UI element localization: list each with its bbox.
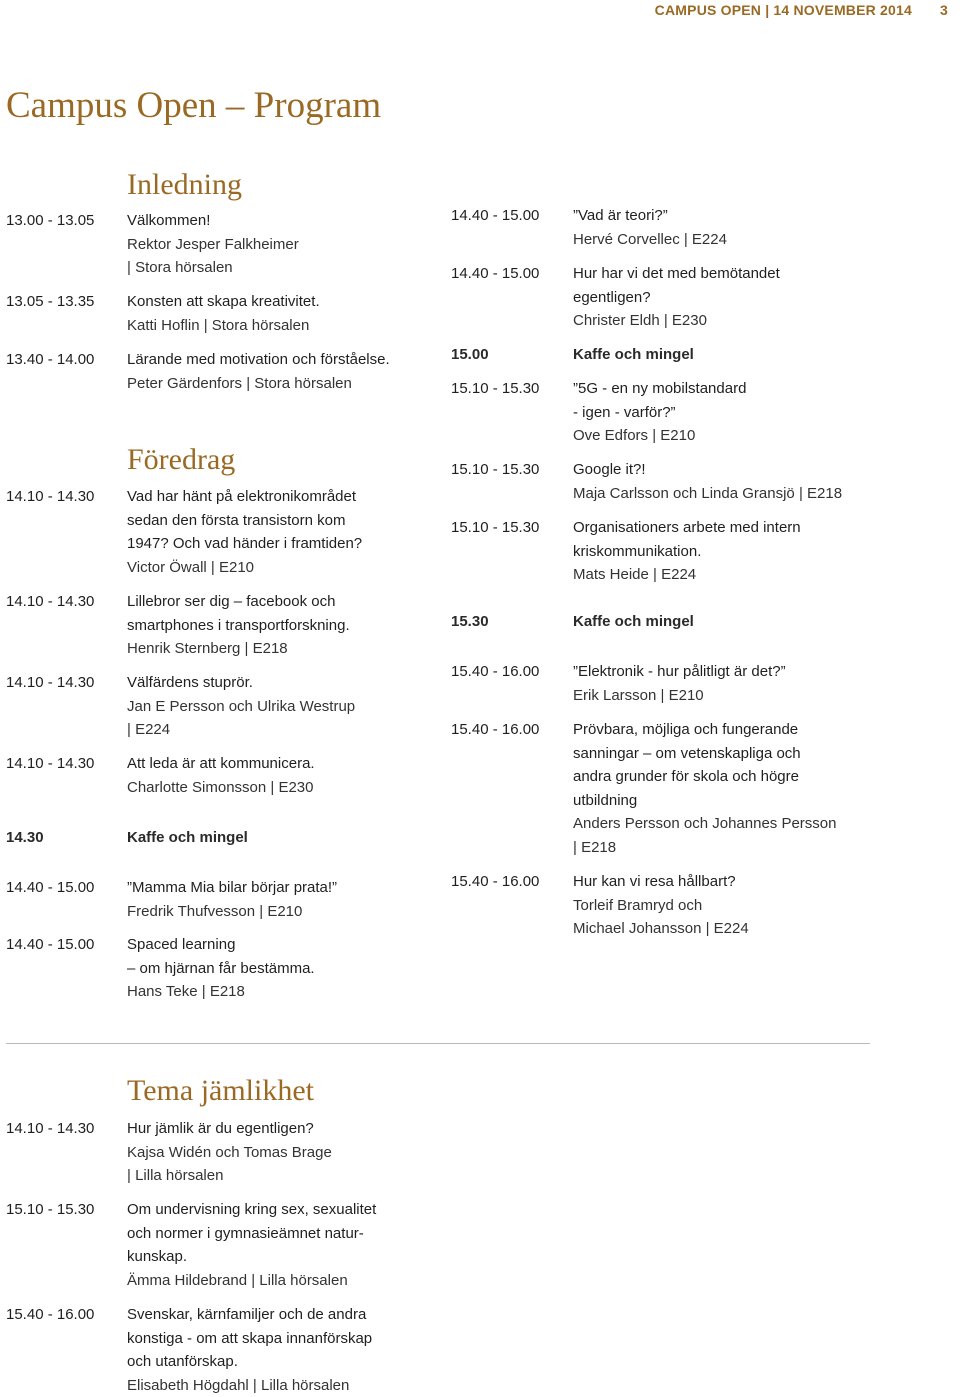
program-entry [451,458,956,505]
entry-title: Välkommen! [127,209,426,233]
entry-title: Hur kan vi resa hållbart? [573,870,956,894]
program-entry [6,209,426,280]
entry-speaker: Katti Hoflin | Stora hörsalen [127,314,426,338]
entry-title: Hur jämlik är du egentligen? [127,1117,426,1141]
entry-location: | Lilla hörsalen [127,1164,426,1188]
entry-time: 15.30 [451,610,573,634]
program-entry [6,933,426,1004]
entry-speaker: Mats Heide | E224 [573,563,956,587]
coffee-break-entry [6,826,426,850]
entry-body [573,204,956,251]
entry-speaker: Maja Carlsson och Linda Gransjö | E218 [573,482,956,506]
entry-speaker: Peter Gärdenfors | Stora hörsalen [127,372,426,396]
entry-body [127,485,426,579]
program-entry [451,516,956,587]
entry-body [573,516,956,587]
entry-speaker: Erik Larsson | E210 [573,684,956,708]
entry-title: Prövbara, möjliga och fungerande [573,718,956,742]
entry-speaker: Fredrik Thufvesson | E210 [127,900,426,924]
entry-time: 15.10 - 15.30 [451,458,573,505]
entry-time: 14.40 - 15.00 [6,933,127,1004]
entry-title: sanningar – om vetenskapliga och [573,742,956,766]
entry-time: 14.40 - 15.00 [451,204,573,251]
entry-time: 13.05 - 13.35 [6,290,127,337]
entry-title: egentligen? [573,286,956,310]
entry-body [127,933,426,1004]
entry-title: Konsten att skapa kreativitet. [127,290,426,314]
entry-title: kunskap. [127,1245,426,1269]
page-number: 3 [940,2,948,18]
entry-title: ”Vad är teori?” [573,204,956,228]
entry-title: ”5G - en ny mobilstandard [573,377,956,401]
entry-location: | E224 [127,718,426,742]
entry-title: och utanförskap. [127,1350,426,1374]
program-entry [6,752,426,799]
entry-speaker: Kajsa Widén och Tomas Brage [127,1141,426,1165]
entry-time: 15.10 - 15.30 [451,516,573,587]
entry-body [127,348,426,395]
entry-title: Om undervisning kring sex, sexualitet [127,1198,426,1222]
entry-body [127,1117,426,1188]
entry-speaker: Charlotte Simonsson | E230 [127,776,426,800]
entry-time: 14.10 - 14.30 [6,485,127,579]
entry-body [573,377,956,448]
program-entry [451,377,956,448]
entry-speaker: Hans Teke | E218 [127,980,426,1004]
entry-time: 14.10 - 14.30 [6,752,127,799]
entry-time: 14.10 - 14.30 [6,590,127,661]
entry-speaker: Christer Eldh | E230 [573,309,956,333]
entry-body [573,458,956,505]
entry-title: ”Elektronik - hur pålitligt är det?” [573,660,956,684]
entry-title: Lärande med motivation och förståelse. [127,348,426,372]
entry-body [127,209,426,280]
entry-speaker: Henrik Sternberg | E218 [127,637,426,661]
entry-time: 14.40 - 15.00 [6,876,127,923]
entry-speaker: Jan E Persson och Ulrika Westrup [127,695,426,719]
entry-title: Kaffe och mingel [127,826,426,850]
program-entry [451,718,956,859]
program-entry [451,262,956,333]
program-entry [6,1198,426,1292]
entry-body [127,1303,426,1397]
running-header [655,0,948,20]
page-title: Campus Open – Program [6,84,381,128]
program-entry [6,290,426,337]
entry-title: Svenskar, kärnfamiljer och de andra [127,1303,426,1327]
program-entry [6,876,426,923]
entry-time: 15.40 - 16.00 [451,870,573,941]
entry-speaker: Ove Edfors | E210 [573,424,956,448]
section-divider [6,1043,870,1044]
entry-time: 13.00 - 13.05 [6,209,127,280]
entry-title: – om hjärnan får bestämma. [127,957,426,981]
entry-body [127,826,426,850]
entry-title: Vad har hänt på elektronikområdet [127,485,426,509]
entry-body [127,752,426,799]
entry-time: 15.40 - 16.00 [451,660,573,707]
entry-time: 15.40 - 16.00 [6,1303,127,1397]
entry-time: 13.40 - 14.00 [6,348,127,395]
entry-title: kriskommunikation. [573,540,956,564]
program-entry [6,1303,426,1397]
entry-body [573,660,956,707]
entry-speaker: Torleif Bramryd och [573,894,956,918]
entry-title: ”Mamma Mia bilar börjar prata!” [127,876,426,900]
entry-time: 14.40 - 15.00 [451,262,573,333]
entry-title: sedan den första transistorn kom [127,509,426,533]
entry-speaker: Elisabeth Högdahl | Lilla hörsalen [127,1374,426,1397]
entry-speaker: Rektor Jesper Falkheimer [127,233,426,257]
entry-title: Google it?! [573,458,956,482]
entry-title: - igen - varför?” [573,401,956,425]
entry-speaker: Hervé Corvellec | E224 [573,228,956,252]
entry-time: 14.10 - 14.30 [6,1117,127,1188]
section-heading-foredrag: Föredrag [127,443,235,477]
entry-speaker: Anders Persson och Johannes Persson [573,812,956,836]
entry-title: Lillebror ser dig – facebook och [127,590,426,614]
entry-body [573,610,956,634]
entry-title: utbildning [573,789,956,813]
entry-time: 14.30 [6,826,127,850]
entry-body [127,876,426,923]
entry-title: Kaffe och mingel [573,610,956,634]
entry-body [127,671,426,742]
entry-title: smartphones i transportforskning. [127,614,426,638]
program-entry [6,590,426,661]
entry-speaker: Michael Johansson | E224 [573,917,956,941]
entry-title: och normer i gymnasieämnet natur- [127,1222,426,1246]
entry-time: 14.10 - 14.30 [6,671,127,742]
entry-title: Hur har vi det med bemötandet [573,262,956,286]
entry-body [127,290,426,337]
header-text: CAMPUS OPEN | 14 NOVEMBER 2014 [655,2,912,18]
entry-title: Kaffe och mingel [573,343,956,367]
entry-title: 1947? Och vad händer i framtiden? [127,532,426,556]
entry-title: Organisationers arbete med intern [573,516,956,540]
program-entry [6,1117,426,1188]
program-entry [6,348,426,395]
entry-speaker: Ämma Hildebrand | Lilla hörsalen [127,1269,426,1293]
entry-title: andra grunder för skola och högre [573,765,956,789]
entry-title: konstiga - om att skapa innanförskap [127,1327,426,1351]
entry-title: Spaced learning [127,933,426,957]
coffee-break-entry [451,343,956,367]
program-entry [451,870,956,941]
entry-time: 15.40 - 16.00 [451,718,573,859]
entry-body [127,1198,426,1292]
section-heading-tema-jamlikhet: Tema jämlikhet [127,1074,314,1108]
entry-body [127,590,426,661]
section-heading-inledning: Inledning [127,168,242,202]
entry-body [573,262,956,333]
entry-time: 15.00 [451,343,573,367]
entry-location: | E218 [573,836,956,860]
coffee-break-entry [451,610,956,634]
entry-location: | Stora hörsalen [127,256,426,280]
entry-time: 15.10 - 15.30 [451,377,573,448]
entry-body [573,718,956,859]
entry-time: 15.10 - 15.30 [6,1198,127,1292]
entry-body [573,343,956,367]
entry-title: Välfärdens stuprör. [127,671,426,695]
program-entry [451,660,956,707]
program-entry [6,671,426,742]
entry-speaker: Victor Öwall | E210 [127,556,426,580]
program-entry [6,485,426,579]
program-entry [451,204,956,251]
entry-body [573,870,956,941]
entry-title: Att leda är att kommunicera. [127,752,426,776]
